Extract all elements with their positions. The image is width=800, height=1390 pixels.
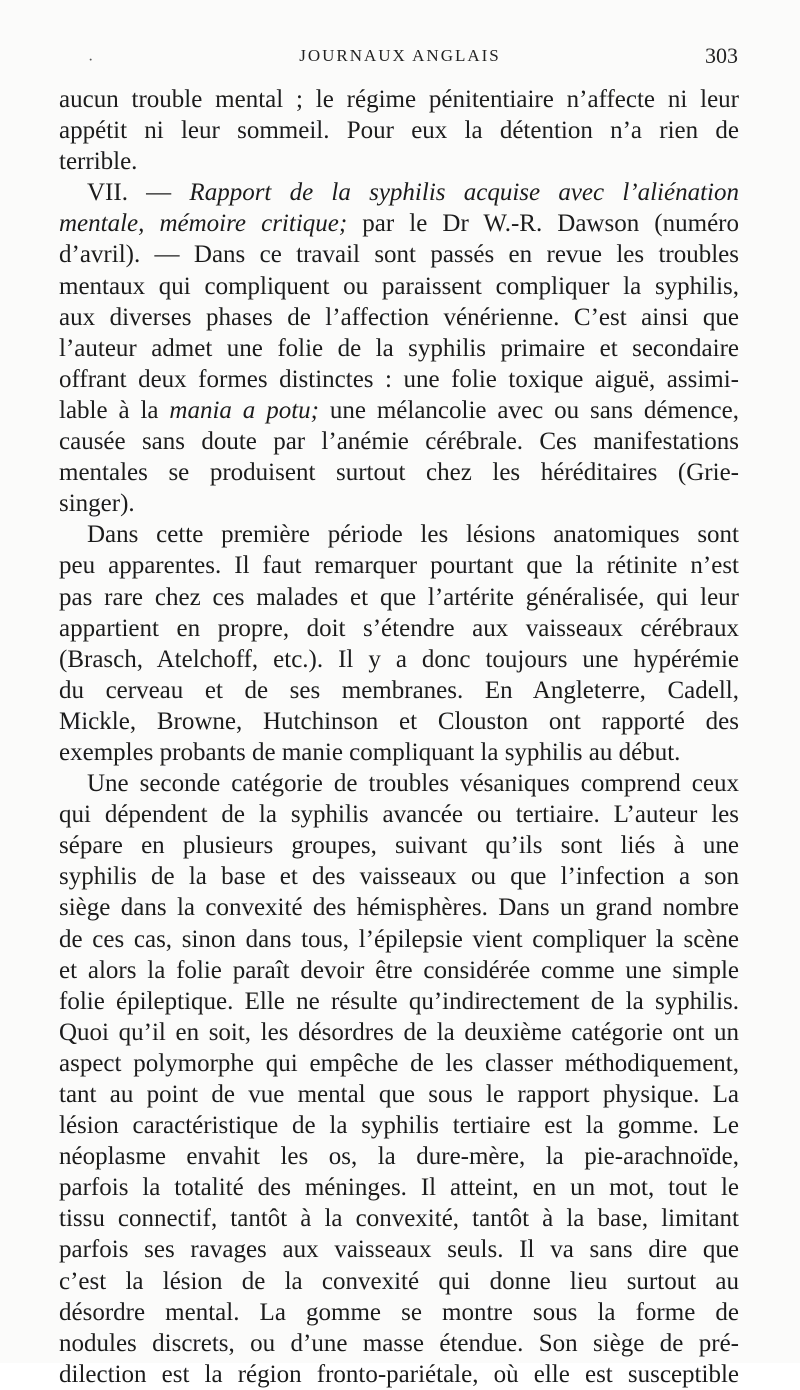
text-line: tant au point de vue mental que sous le rapport physique. La [59, 1081, 739, 1108]
text-line: siège dans la convexité des hémisphères. Dans un grand nombre [59, 894, 739, 922]
section-title: Rapport de la syphilis acquise avec l’aliénation [189, 179, 739, 207]
text-line: sépare en plusieurs groupes, suivant qu’ils sont liés à une [59, 832, 739, 860]
text-line: appétit ni leur sommeil. Pour eux la détention n’a rien de [59, 117, 739, 145]
text-line: d’avril). — Dans ce travail sont passés en revue les troubles [59, 241, 739, 269]
text-line: exemples probants de manie compliquant la syphilis au début. [59, 738, 681, 766]
text-line: l’auteur admet une folie de la syphilis primaire et secondaire [59, 334, 739, 362]
text-line: c’est la lésion de la convexité qui donne lieu surtout au [59, 1267, 739, 1295]
text-run: une mélancolie avec ou sans démence, [318, 396, 739, 424]
text-line: tissu connectif, tantôt à la convexité, tantôt à la base, limitant [59, 1205, 739, 1233]
text-line: mentaux qui compliquent ou paraissent compliquer la syphilis, [59, 272, 739, 300]
text-line [59, 208, 739, 239]
text-line: singer). [59, 490, 135, 518]
header-marker: · [88, 52, 94, 69]
text-line [59, 395, 739, 426]
author-credit: par le Dr W.-R. Dawson (numéro [347, 210, 739, 238]
text-line: néoplasme envahit les os, la dure-mère, la pie-arachnoïde, [59, 1143, 739, 1171]
text-line: Une seconde catégorie de troubles vésaniques comprend ceux [87, 770, 739, 798]
text-line: du cerveau et de ses membranes. En Angleterre, Cadell, [59, 676, 739, 704]
text-line: dilection est la région fronto-pariétale, où elle est susceptible [59, 1360, 739, 1388]
text-line [59, 177, 739, 208]
text-line: aspect polymorphe qui empêche de les classer méthodiquement, [59, 1049, 739, 1077]
text-line: syphilis de la base et des vaisseaux ou que l’infection a son [59, 863, 739, 891]
running-head: JOURNAUX ANGLAIS [299, 46, 501, 65]
text-line: Mickle, Browne, Hutchinson et Clouston ont rapporté des [59, 707, 739, 735]
text-line: (Brasch, Atelchoff, etc.). Il y a donc toujours une hypérémie [59, 645, 739, 673]
text-line: parfois la totalité des méninges. Il atteint, en un mot, tout le [59, 1174, 739, 1202]
text-line: mentales se produisent surtout chez les héréditaires (Grie- [59, 459, 739, 487]
text-line: pas rare chez ces malades et que l’artérite généralisée, qui leur [59, 583, 739, 611]
text-line: et alors la folie paraît devoir être considérée comme une simple [59, 956, 739, 984]
text-line: aucun trouble mental ; le régime pénitentiaire n’affecte ni leur [59, 86, 739, 113]
text-line: aux diverses phases de l’affection vénérienne. C’est ainsi que [59, 303, 739, 331]
section-title-cont: mentale, mémoire critique; [59, 210, 348, 238]
italic-phrase: mania a potu; [169, 396, 319, 424]
text-line: Quoi qu’il en soit, les désordres de la deuxième catégorie ont un [59, 1018, 739, 1046]
page-number: 303 [705, 43, 738, 68]
text-line: désordre mental. La gomme se montre sous la forme de [59, 1298, 739, 1326]
text-line: Dans cette première période les lésions anatomiques sont [87, 521, 739, 549]
text-run: lable à la [59, 396, 170, 424]
text-line: appartient en propre, doit s’étendre aux vaisseaux cérébraux [59, 614, 739, 642]
text-line: folie épileptique. Elle ne résulte qu’indirectement de la syphilis. [59, 987, 739, 1015]
text-line: parfois ses ravages aux vaisseaux seuls. Il va sans dire que [59, 1236, 739, 1264]
text-line: lésion caractéristique de la syphilis tertiaire est la gomme. Le [59, 1112, 739, 1140]
text-line: nodules discrets, ou d’une masse étendue. Son siège de pré- [59, 1329, 739, 1357]
body-text [59, 84, 739, 1390]
text-line: de ces cas, sinon dans tous, l’épilepsie vient compliquer la scène [59, 925, 739, 953]
section-number: VII. — [87, 179, 190, 207]
text-line: causée sans doute par l’anémie cérébrale. Ces manifestations [59, 428, 739, 456]
text-line: offrant deux formes distinctes : une folie toxique aiguë, assimi- [59, 365, 739, 393]
text-line: peu apparentes. Il faut remarquer pourtant que la rétinite n’est [59, 552, 739, 580]
text-line: qui dépendent de la syphilis avancée ou tertiaire. L’auteur les [59, 801, 739, 829]
text-line: terrible. [59, 148, 138, 176]
